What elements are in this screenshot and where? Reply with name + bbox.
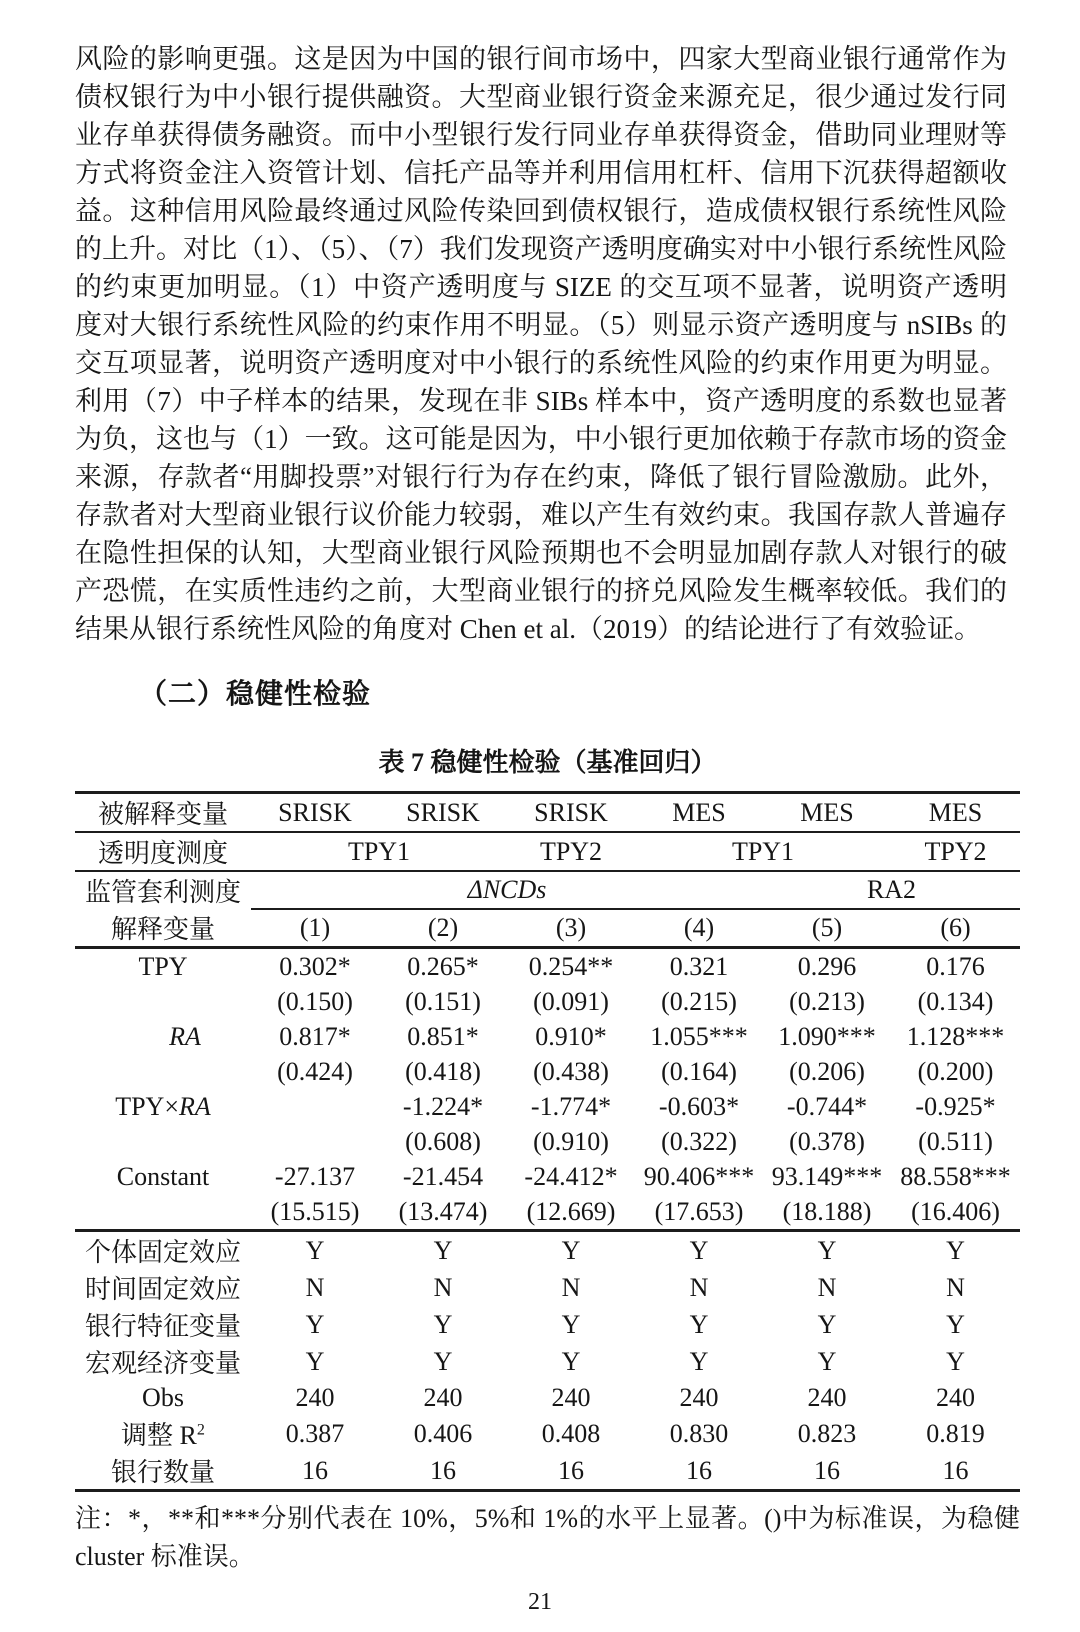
header-cell-empty	[251, 871, 379, 909]
row-label: 解释变量	[75, 909, 251, 948]
table-cell: 0.408	[541, 1418, 601, 1448]
table-cell: Y	[305, 1309, 325, 1339]
row-label-text: 调整 R	[121, 1421, 197, 1450]
table-row	[75, 1380, 1020, 1415]
header-cell: MES	[891, 793, 1020, 833]
table-cell: (0.322)	[661, 1126, 737, 1156]
table-cell: (15.515)	[251, 1194, 379, 1231]
header-cell: SRISK	[251, 793, 379, 833]
table-cell: (0.418)	[405, 1056, 481, 1086]
table-cell: 16	[635, 1452, 763, 1491]
table-row	[75, 1415, 1020, 1452]
table-cell: 240	[423, 1382, 463, 1412]
table-cell: 1.055***	[650, 1021, 748, 1051]
table-cell: Y	[433, 1235, 453, 1265]
row-label-text: RA	[179, 1091, 211, 1121]
table-cell: 0.910*	[535, 1021, 607, 1051]
table-body	[75, 948, 1020, 1491]
header-cell: ΔNCDs	[379, 871, 635, 909]
header-cell: MES	[763, 793, 891, 833]
table-cell: 240	[936, 1382, 975, 1412]
table-cell: 240	[807, 1382, 847, 1412]
table-cell: 0.176	[926, 951, 985, 981]
table-cell: 0.819	[926, 1418, 985, 1448]
table-row	[75, 948, 1020, 985]
table-row	[75, 1269, 1020, 1306]
table-cell: 240	[679, 1382, 719, 1412]
row-label	[75, 1269, 251, 1306]
table-cell: (0.150)	[277, 986, 353, 1016]
table-cell: 16	[379, 1452, 507, 1491]
table-cell: (0.438)	[533, 1056, 609, 1086]
row-label	[75, 948, 251, 985]
table-cell: 16	[891, 1452, 1020, 1491]
table-cell: (0.164)	[661, 1056, 737, 1086]
table-cell: 1.090***	[778, 1021, 876, 1051]
row-label-text: 银行数量	[110, 1458, 215, 1487]
table-cell: (0.215)	[661, 986, 737, 1016]
row-label: 透明度测度	[75, 832, 251, 871]
table-cell: -1.224*	[402, 1091, 484, 1121]
table-cell: 93.149***	[771, 1161, 883, 1191]
table-title: 表 7 稳健性检验（基准回归）	[378, 748, 717, 777]
table-cell: 0.302*	[279, 951, 351, 981]
table-cell: 0.321	[669, 951, 729, 981]
table-row	[75, 1089, 1020, 1124]
table-cell: Y	[561, 1235, 581, 1265]
row-label-text: RA	[169, 1021, 201, 1051]
table-row	[75, 984, 1020, 1019]
table-cell: Y	[561, 1346, 581, 1376]
table-cell: Y	[689, 1309, 709, 1339]
header-cell: SRISK	[507, 793, 635, 833]
header-cell: TPY2	[891, 832, 1020, 871]
table-cell: 16	[251, 1452, 379, 1491]
table-cell: Y	[946, 1235, 965, 1265]
table-cell: -24.412*	[524, 1161, 618, 1191]
table-cell: 1.128***	[906, 1021, 1005, 1051]
table-cell: N	[689, 1272, 709, 1302]
header-cell: RA2	[763, 871, 1020, 909]
row-label	[75, 1380, 251, 1415]
header-cell: TPY2	[507, 832, 635, 871]
header-cell: (5)	[763, 909, 891, 948]
table-cell: Y	[689, 1235, 709, 1265]
row-label	[75, 1343, 251, 1380]
table-cell: (16.406)	[891, 1194, 1020, 1231]
table-cell: Y	[433, 1346, 453, 1376]
row-label	[75, 1089, 251, 1124]
table-cell: Y	[689, 1346, 709, 1376]
table-cell: -1.774*	[530, 1091, 612, 1121]
table-cell: 88.558***	[900, 1161, 1011, 1191]
page-number: 21	[528, 1589, 552, 1615]
header-row-explanatory	[75, 909, 1020, 948]
table-cell: Y	[817, 1235, 837, 1265]
row-label-text: Obs	[142, 1382, 184, 1412]
row-label	[75, 1019, 251, 1054]
header-cell: (3)	[507, 909, 635, 948]
table-cell: 0.406	[413, 1418, 473, 1448]
row-label	[75, 1124, 251, 1159]
table-cell: 0.817*	[279, 1021, 351, 1051]
section-heading: （二）稳健性检验	[139, 679, 372, 710]
table-row	[75, 1452, 1020, 1491]
table-cell: 0.296	[797, 951, 857, 981]
table-row	[75, 1159, 1020, 1194]
table-cell: (0.134)	[917, 986, 994, 1016]
table-cell: 240	[295, 1382, 335, 1412]
table-cell: 0.830	[669, 1418, 729, 1448]
row-label	[75, 1306, 251, 1343]
table-cell: (0.200)	[917, 1056, 994, 1086]
row-label-text: 宏观经济变量	[84, 1349, 241, 1378]
table-cell: (0.378)	[789, 1126, 865, 1156]
table-row	[75, 1194, 1020, 1231]
row-label-text: TPY	[138, 951, 188, 981]
row-label	[75, 1194, 251, 1231]
table-header	[75, 793, 1020, 948]
table-cell: -0.925*	[915, 1091, 996, 1121]
table-row	[75, 1019, 1020, 1054]
header-row-dependent	[75, 793, 1020, 833]
table-cell: (13.474)	[379, 1194, 507, 1231]
table-cell: -0.744*	[786, 1091, 868, 1121]
table-cell: Y	[817, 1346, 837, 1376]
row-label-text: TPY×	[115, 1091, 179, 1121]
row-label	[75, 1231, 251, 1270]
table-cell: (0.424)	[277, 1056, 353, 1086]
header-cell: MES	[635, 793, 763, 833]
header-row-arbitrage	[75, 871, 1020, 909]
table-row	[75, 1054, 1020, 1089]
table-cell: (18.188)	[763, 1194, 891, 1231]
table-cell: N	[433, 1272, 453, 1302]
table-cell: (0.206)	[789, 1056, 865, 1086]
table-cell: (0.910)	[533, 1126, 609, 1156]
table-cell: 240	[551, 1382, 591, 1412]
table-row	[75, 1343, 1020, 1380]
table-cell: 0.387	[285, 1418, 345, 1448]
table-row	[75, 1231, 1020, 1270]
table-cell: Y	[817, 1309, 837, 1339]
table-cell: Y	[305, 1346, 325, 1376]
header-cell: TPY1	[251, 832, 507, 871]
row-label	[75, 1452, 251, 1491]
row-label	[75, 1054, 251, 1089]
table-cell: 16	[763, 1452, 891, 1491]
table-cell: 0.851*	[407, 1021, 479, 1051]
table-cell: 0.823	[797, 1418, 857, 1448]
table-cell: -21.454	[402, 1161, 484, 1191]
row-label: 被解释变量	[75, 793, 251, 833]
table-cell: N	[946, 1272, 965, 1302]
table-row	[75, 1124, 1020, 1159]
table-cell: N	[561, 1272, 581, 1302]
table-cell: Y	[946, 1309, 965, 1339]
header-cell: SRISK	[379, 793, 507, 833]
results-table	[75, 791, 1020, 1492]
table-note: 注：*，**和***分别代表在 10%，5%和 1%的水平上显著。()中为标准误，为稳健 cluster 标准误。	[75, 1504, 1020, 1571]
table-cell: (0.091)	[533, 986, 609, 1016]
table-cell: (0.511)	[918, 1126, 993, 1156]
row-label-text: 银行特征变量	[84, 1312, 241, 1341]
table-cell: -27.137	[274, 1161, 356, 1191]
table-cell: 0.265*	[407, 951, 479, 981]
table-cell: Y	[561, 1309, 581, 1339]
table-cell	[251, 1089, 379, 1124]
header-row-transparency	[75, 832, 1020, 871]
table-cell: 90.406***	[643, 1161, 755, 1191]
row-label: 监管套利测度	[84, 878, 241, 907]
table-cell: 0.254**	[528, 951, 614, 981]
table-cell: Y	[305, 1235, 325, 1265]
table-cell: 16	[507, 1452, 635, 1491]
header-cell: (1)	[251, 909, 379, 948]
row-label-text: 2	[196, 1421, 205, 1439]
row-label-text: Constant	[116, 1161, 210, 1191]
body-paragraph: 风险的影响更强。这是因为中国的银行间市场中，四家大型商业银行通常作为债权银行为中小银行提供融资。大型商业银行资金来源充足，很少通过发行同业存单获得债务融资。而中小型银行发行同业存单获得资金，借助同业理财等方式将资金注入资管计划、信托产品等并利用信用杠杆、信用下沉获得超额收益。这种信用风险最终通过风险传染回到债权银行，造成债权银行系统性风险的上升。对比（1）、（5）、（7）我们发现资产透明度确实对中小银行系统性风险的约束更加明显。（1）中资产透明度与 SIZE 的交互项不显著，说明资产透明度对大银行系统性风险的约束作用不明显。（5）则显示资产透明度与 nSIBs 的交互项显著，说明资产透明度对中小银行的系统性风险的约束作用更为明显。利用（7）中子样本的结果，发现在非 SIBs 样本中，资产透明度的系数也显著为负，这也与（1）一致。这可能是因为，中小银行更加依赖于存款市场的资金来源，存款者“用脚投票”对银行行为存在约束，降低了银行冒险激励。此外，存款者对大型商业银行议价能力较弱，难以产生有效约束。我国存款人普遍存在隐性担保的认知，大型商业银行风险预期也不会明显加剧存款人对银行的破产恐慌，在实质性违约之前，大型商业银行的挤兑风险发生概率较低。我们的结果从银行系统性风险的角度对 Chen et al.（2019）的结论进行了有效验证。	[75, 44, 1007, 644]
header-cell: (2)	[379, 909, 507, 948]
table-cell: (0.608)	[405, 1126, 481, 1156]
table-row	[75, 1306, 1020, 1343]
header-cell: (4)	[635, 909, 763, 948]
table-cell: (12.669)	[507, 1194, 635, 1231]
table-cell	[251, 1124, 379, 1159]
header-cell: (6)	[891, 909, 1020, 948]
row-label	[75, 1415, 251, 1452]
table-cell: (17.653)	[635, 1194, 763, 1231]
row-label-text: 个体固定效应	[84, 1238, 241, 1267]
table-cell: N	[817, 1272, 837, 1302]
row-label	[75, 984, 251, 1019]
header-cell-empty	[635, 871, 763, 909]
table-cell: (0.151)	[405, 986, 481, 1016]
row-label-text: 时间固定效应	[84, 1275, 241, 1304]
table-cell: -0.603*	[658, 1091, 740, 1121]
table-cell: N	[305, 1272, 325, 1302]
row-label	[75, 1159, 251, 1194]
table-cell: Y	[433, 1309, 453, 1339]
header-cell: TPY1	[635, 832, 891, 871]
table-cell: Y	[946, 1346, 965, 1376]
table-cell: (0.213)	[789, 986, 865, 1016]
